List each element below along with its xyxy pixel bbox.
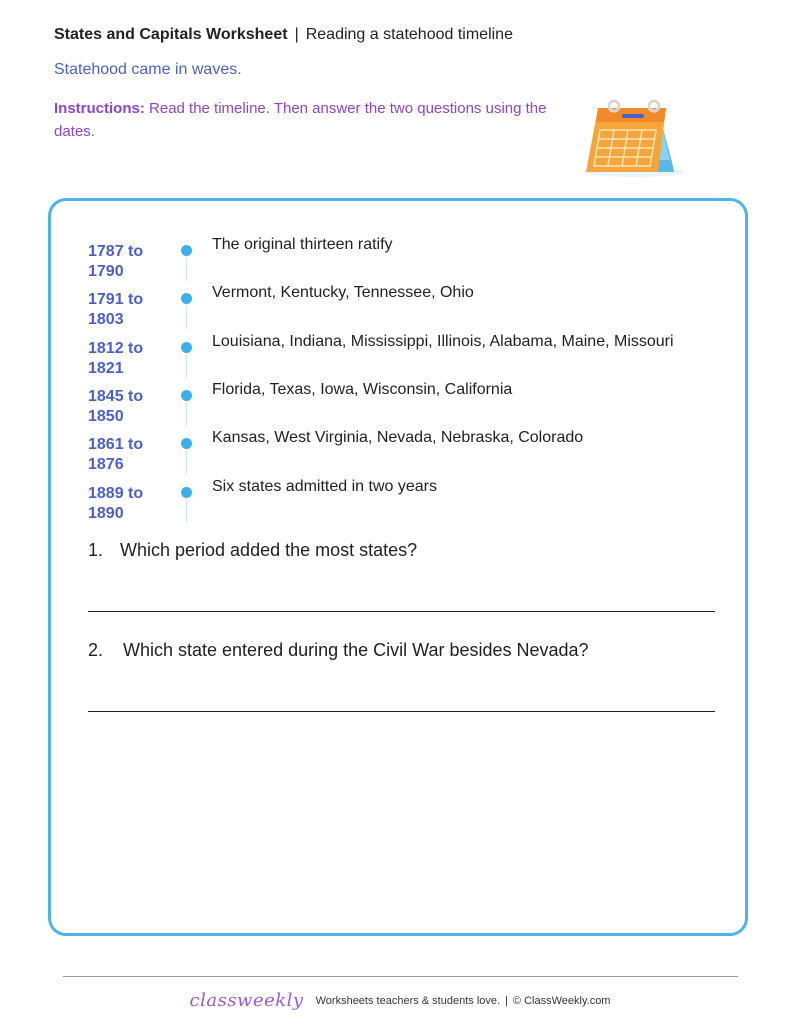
timeline-date-end: 1850	[88, 408, 124, 425]
timeline-date	[88, 339, 168, 379]
answer-line-2[interactable]	[88, 711, 715, 712]
timeline-date	[88, 242, 168, 282]
tagline: Statehood came in waves.	[54, 61, 242, 78]
timeline-date-end: 1876	[88, 456, 124, 473]
timeline-date-end: 1821	[88, 360, 124, 377]
timeline-connector	[186, 354, 187, 378]
timeline-date-start: 1889 to	[88, 485, 144, 502]
timeline-date-start: 1787 to	[88, 243, 144, 260]
timeline-connector	[186, 450, 187, 474]
instructions-label: Instructions:	[54, 100, 145, 117]
timeline-dot	[181, 487, 192, 498]
timeline-entry	[51, 233, 751, 281]
timeline-date	[88, 484, 168, 524]
timeline-connector	[186, 305, 187, 329]
timeline-date-end: 1803	[88, 311, 124, 328]
timeline-entry	[51, 281, 751, 329]
timeline-entry	[51, 426, 751, 474]
footer	[0, 990, 800, 1011]
instructions-text: Read the timeline. Then answer the two questions using the dates.	[54, 100, 547, 140]
timeline-date	[88, 435, 168, 475]
timeline-text: The original thirteen ratify	[212, 236, 393, 253]
worksheet-panel	[48, 198, 748, 936]
footer-tagline: Worksheets teachers & students love.	[315, 995, 501, 1007]
timeline-entry	[51, 378, 751, 426]
answer-line-1[interactable]	[88, 611, 715, 612]
footer-separator: |	[505, 995, 508, 1007]
timeline-text: Vermont, Kentucky, Tennessee, Ohio	[212, 284, 474, 301]
timeline-connector	[186, 402, 187, 426]
timeline-date	[88, 290, 168, 330]
timeline-date	[88, 387, 168, 427]
timeline-dot	[181, 390, 192, 401]
timeline-text: Florida, Texas, Iowa, Wisconsin, California	[212, 381, 513, 398]
question-text: Which period added the most states?	[120, 540, 418, 560]
question-1	[88, 540, 417, 561]
worksheet-header	[54, 26, 513, 44]
footer-copyright: © ClassWeekly.com	[512, 995, 611, 1007]
timeline-text: Six states admitted in two years	[212, 478, 437, 495]
instructions	[54, 97, 554, 143]
timeline-dot	[181, 342, 192, 353]
header-separator: |	[294, 26, 299, 43]
question-2	[88, 640, 589, 661]
question-number: 2.	[88, 640, 104, 660]
timeline-connector	[186, 499, 187, 523]
timeline-connector	[186, 257, 187, 281]
question-text: Which state entered during the Civil War besides Nevada?	[123, 640, 589, 660]
brand-logo: classweekly	[189, 990, 304, 1011]
timeline-dot	[181, 245, 192, 256]
timeline-text: Kansas, West Virginia, Nevada, Nebraska, Colorado	[212, 429, 584, 446]
timeline-date-end: 1890	[88, 505, 124, 522]
calendar-icon	[578, 96, 690, 180]
footer-divider	[63, 976, 738, 977]
timeline-date-start: 1812 to	[88, 340, 144, 357]
worksheet-subtitle: Reading a statehood timeline	[305, 26, 513, 43]
worksheet-title: States and Capitals Worksheet	[54, 26, 288, 43]
timeline-date-end: 1790	[88, 263, 124, 280]
timeline-date-start: 1861 to	[88, 436, 144, 453]
timeline-entry	[51, 475, 751, 523]
timeline-entry	[51, 330, 751, 378]
timeline-dot	[181, 438, 192, 449]
timeline-date-start: 1791 to	[88, 291, 144, 308]
question-number: 1.	[88, 540, 104, 560]
timeline-text: Louisiana, Indiana, Mississippi, Illinois, Alabama, Maine, Missouri	[212, 333, 674, 350]
timeline-dot	[181, 293, 192, 304]
timeline-date-start: 1845 to	[88, 388, 144, 405]
